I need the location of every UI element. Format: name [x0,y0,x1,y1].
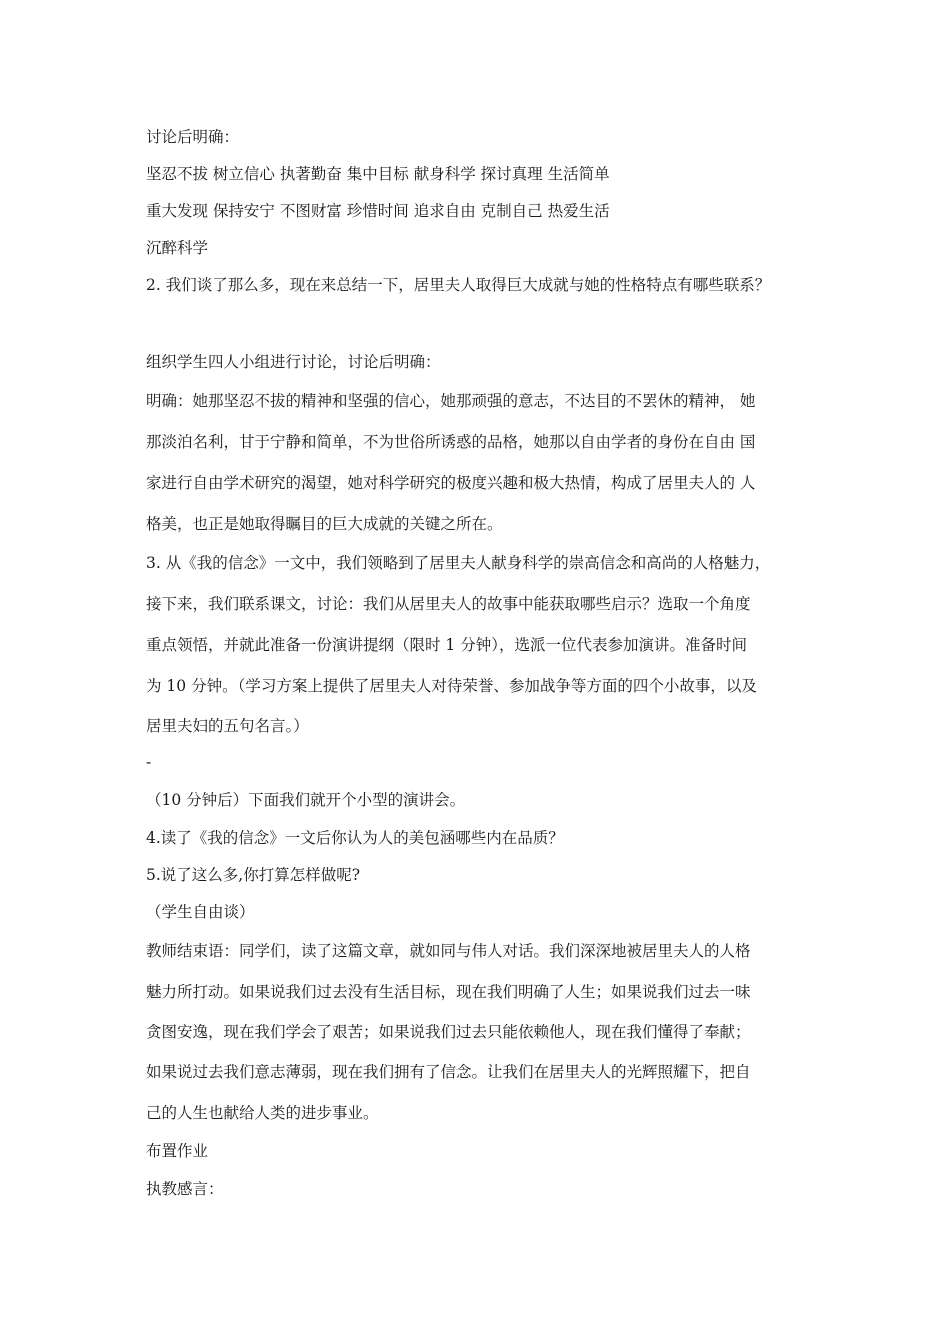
text-line: 接下来，我们联系课文，讨论：我们从居里夫人的故事中能获取哪些启示？选取一个角度 [146,595,751,613]
text-line: 沉醉科学 [146,239,209,257]
text-line: 家进行自由学术研究的渴望，她对科学研究的极度兴趣和极大热情，构成了居里夫人的 人 [146,474,756,492]
text-line: 为 10 分钟。（学习方案上提供了居里夫人对待荣誉、参加战争等方面的四个小故事，以及 [146,677,757,695]
text-line: 2. 我们谈了那么多，现在来总结一下，居里夫人取得巨大成就与她的性格特点有哪些联系？ [146,276,771,294]
text-line: 如果说过去我们意志薄弱，现在我们拥有了信念。让我们在居里夫人的光辉照耀下，把自 [146,1063,751,1081]
text-line: 重大发现 保持安宁 不图财富 珍惜时间 追求自由 克制自己 热爱生活 [146,202,610,220]
text-line: 贪图安逸，现在我们学会了艰苦；如果说我们过去只能依赖他人，现在我们懂得了奉献； [146,1023,751,1041]
text-line: 执教感言： [146,1180,224,1198]
text-line: 重点领悟，并就此准备一份演讲提纲（限时 1 分钟），选派一位代表参加演讲。准备时间 [146,636,747,654]
text-line: 讨论后明确： [146,128,240,146]
text-line: （学生自由谈） [146,903,255,921]
text-line: - [146,753,152,771]
text-line: 布置作业 [146,1142,209,1160]
text-line: 格美，也正是她取得瞩目的巨大成就的关键之所在。 [146,515,503,533]
text-line: 己的人生也献给人类的进步事业。 [146,1104,379,1122]
text-line: 明确：她那坚忍不拔的精神和坚强的信心，她那顽强的意志，不达目的不罢休的精神， 她 [146,392,756,410]
text-line: 4.读了《我的信念》一文后你认为人的美包涵哪些内在品质？ [146,829,564,847]
text-line: 居里夫妇的五句名言。） [146,717,309,735]
text-line: 组织学生四人小组进行讨论，讨论后明确： [146,353,441,371]
text-line: 5.说了这么多,你打算怎样做呢? [146,866,361,884]
text-line: 3. 从《我的信念》一文中，我们领略到了居里夫人献身科学的崇高信念和高尚的人格魅力， [146,554,771,572]
text-line: 教师结束语：同学们，读了这篇文章，就如同与伟人对话。我们深深地被居里夫人的人格 [146,942,751,960]
text-line: 那淡泊名利，甘于宁静和简单，不为世俗所诱惑的品格，她那以自由学者的身份在自由 国 [146,433,756,451]
text-line: 坚忍不拔 树立信心 执著勤奋 集中目标 献身科学 探讨真理 生活简单 [146,165,610,183]
text-line: （10 分钟后）下面我们就开个小型的演讲会。 [146,791,466,809]
text-line: 魅力所打动。如果说我们过去没有生活目标，现在我们明确了人生；如果说我们过去一味 [146,983,751,1001]
